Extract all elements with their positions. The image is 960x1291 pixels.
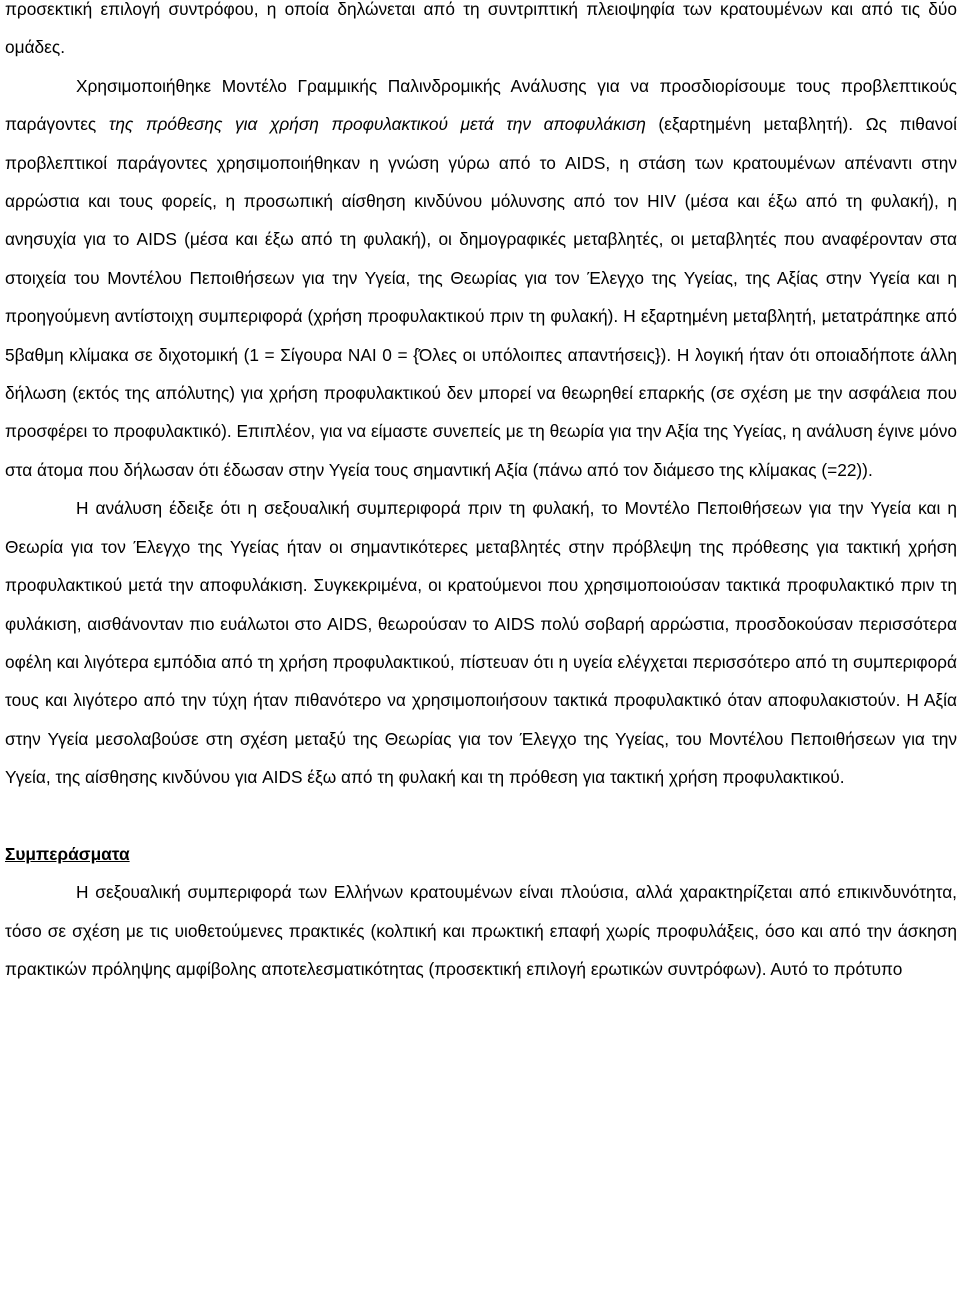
dependent-variable-text: της πρόθεσης για χρήση προφυλακτικού μετά την αποφυλάκιση [108, 114, 646, 135]
section-heading: Συμπεράσματα [5, 843, 130, 864]
paragraph-continuation: προσεκτική επιλογή συντρόφου, η οποία δηλώνεται από τη συντριπτική πλειοψηφία των κρατουμένων και από τις δύο ομάδες. [5, 0, 957, 58]
paragraph-results: Η ανάλυση έδειξε ότι η σεξουαλική συμπεριφορά πριν τη φυλακή, το Μοντέλο Πεποιθήσεων για την Υγεία και η Θεωρία για τον Έλεγχο της Υγείας ήταν οι σημαντικότερες μεταβλητές στην πρόβλεψη της πρόθεσης για τακτική χρήση προφυλακτικού μετά την αποφυλάκιση. Συγκεκριμένα, οι κρατούμενοι που χρησιμοποιούσαν τακτικά προφυλακτικό πριν τη φυλάκιση, αισθάνονταν πιο ευάλωτοι στο AIDS, θεωρούσαν το AIDS πολύ σοβαρή αρρώστια, προσδοκούσαν περισσότερα οφέλη και λιγότερα εμπόδια από τη χρήση προφυλακτικού, πίστευαν ότι η υγεία ελέγχεται περισσότερο από τη συμπεριφορά τους και λιγότερο από την τύχη ήταν πιθανότερο να χρησιμοποιήσουν τακτικά προφυλακτικό όταν αποφυλακιστούν. Η Αξία στην Υγεία μεσολαβούσε στη σχέση μεταξύ της Θεωρίας για τον Έλεγχο της Υγείας, του Μοντέλου Πεποιθήσεων για την Υγεία, της αίσθησης κινδύνου για AIDS έξω από τη φυλακή και τη πρόθεση για τακτική χρήση προφυλακτικού. [5, 498, 957, 788]
paragraph-text: Χρησιμοποιήθηκε Μοντέλο Γραμμικής Παλινδρομικής Ανάλυσης για να προσδιορίσουμε τους προβλεπτικούς παράγοντες [5, 75, 957, 135]
paragraph-text: (εξαρτημένη μεταβλητή). Ως πιθανοί προβλεπτικοί παράγοντες χρησιμοποιήθηκαν η γνώση γύρω από το AIDS, η στάση των κρατουμένων απέναντι στην αρρώστια και τους φορείς, η προσωπική αίσθηση κινδύνου μόλυνσης από τον HIV (μέσα και έξω από τη φυλακή), η ανησυχία για το AIDS (μέσα και έξω από τη φυλακή), οι δημογραφικές μεταβλητές, οι μεταβλητές που αναφέρονταν στα στοιχεία του Μοντέλου Πεποιθήσεων για την Υγεία, της Θεωρίας για τον Έλεγχο της Υγείας, της Αξίας στην Υγεία και η προηγούμενη αντίστοιχη συμπεριφορά (χρήση προφυλακτικού πριν τη φυλακή). Η εξαρτημένη μεταβλητή, μετατράπηκε από 5βαθμη κλίμακα σε διχοτομική (1 = Σίγουρα ΝΑΙ 0 = {Όλες οι υπόλοιπες απαντήσεις}). Η λογική ήταν ότι οποιαδήποτε άλλη δήλωση (εκτός της απόλυτης) για χρήση προφυλακτικού δεν μπορεί να θεωρηθεί επαρκής (σε σχέση με την ασφάλεια που προσφέρει το προφυλακτικό). Επιπλέον, για να είμαστε συνεπείς με τη θεωρία για την Αξία της Υγείας, η ανάλυση έγινε μόνο στα άτομα που δήλωσαν ότι έδωσαν στην Υγεία τους σημαντική Αξία (πάνω από τον διάμεσο της κλίμακας (=22)). [5, 114, 957, 480]
section-gap [5, 797, 957, 835]
paragraph-conclusions: Η σεξουαλική συμπεριφορά των Ελλήνων κρατουμένων είναι πλούσια, αλλά χαρακτηρίζεται από επικινδυνότητα, τόσο σε σχέση με τις υιοθετούμενες πρακτικές (κολπική και πρωκτική επαφή χωρίς προφυλάξεις, όσο και από την άσκηση πρακτικών πρόληψης αμφίβολης αποτελεσματικότητας (προσεκτική επιλογή ερωτικών συντρόφων). Αυτό το πρότυπο [5, 882, 957, 980]
paragraph-regression-method [5, 67, 957, 489]
